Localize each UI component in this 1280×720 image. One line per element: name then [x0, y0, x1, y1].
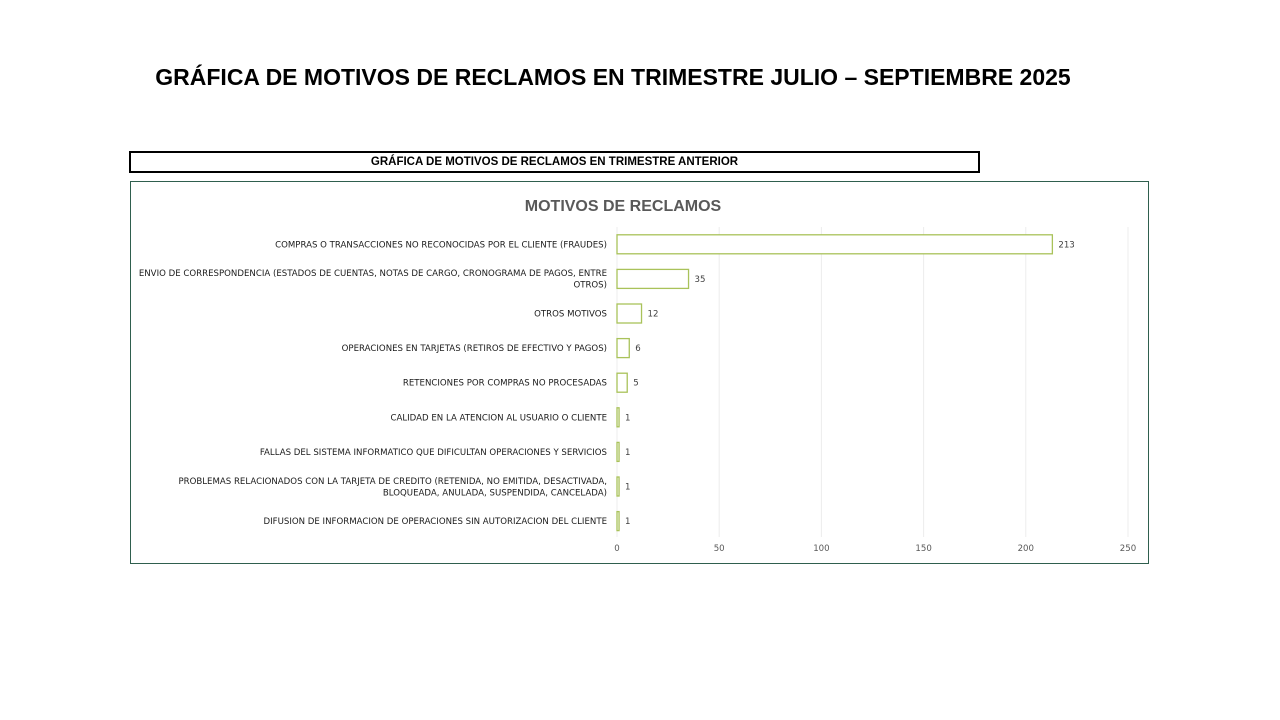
data-label: 35 — [694, 274, 706, 285]
category-label: PROBLEMAS RELACIONADOS CON LA TARJETA DE CREDITO (RETENIDA, NO EMITIDA, DESACTIVADA, BLOQUEADA, ANULADA, SUSPENDIDA, CANCELADA) — [178, 476, 607, 499]
bar — [617, 512, 619, 531]
data-label: 6 — [635, 344, 641, 355]
data-label: 12 — [647, 309, 659, 320]
bar — [617, 304, 642, 323]
data-label: 1 — [625, 447, 631, 458]
category-label: CALIDAD EN LA ATENCION AL USUARIO O CLIENTE — [390, 413, 607, 424]
bars — [617, 235, 1052, 531]
slide-title: GRÁFICA DE MOTIVOS DE RECLAMOS EN TRIMESTRE JULIO – SEPTIEMBRE 2025 — [155, 64, 1071, 90]
category-label: ENVIO DE CORRESPONDENCIA (ESTADOS DE CUENTAS, NOTAS DE CARGO, CRONOGRAMA DE PAGOS, ENTRE OTROS) — [138, 269, 607, 291]
data-label: 1 — [625, 413, 631, 424]
bar — [617, 442, 619, 461]
data-label: 213 — [1058, 240, 1075, 251]
previous-quarter-caption: GRÁFICA DE MOTIVOS DE RECLAMOS EN TRIMESTRE ANTERIOR — [129, 151, 980, 173]
x-axis-ticks — [614, 544, 1136, 554]
category-label: FALLAS DEL SISTEMA INFORMATICO QUE DIFICULTAN OPERACIONES Y SERVICIOS — [259, 447, 607, 458]
category-label: COMPRAS O TRANSACCIONES NO RECONOCIDAS POR EL CLIENTE (FRAUDES) — [275, 240, 607, 251]
x-tick-label: 50 — [713, 544, 725, 554]
bar-chart — [131, 182, 1148, 563]
x-tick-label: 250 — [1119, 544, 1137, 554]
chart-frame — [130, 181, 1149, 564]
bar — [617, 269, 689, 288]
bar — [617, 477, 619, 496]
category-label: RETENCIONES POR COMPRAS NO PROCESADAS — [402, 378, 607, 389]
x-tick-label: 200 — [1017, 544, 1035, 554]
bar — [617, 235, 1052, 254]
x-tick-label: 0 — [614, 544, 620, 554]
bar — [617, 373, 627, 392]
bar — [617, 408, 619, 427]
data-label: 1 — [625, 482, 631, 493]
data-label: 5 — [633, 378, 639, 389]
data-label: 1 — [625, 517, 631, 528]
chart-title: MOTIVOS DE RECLAMOS — [524, 198, 722, 215]
x-tick-label: 150 — [915, 544, 932, 554]
category-labels — [139, 240, 607, 527]
category-label: OPERACIONES EN TARJETAS (RETIROS DE EFECTIVO Y PAGOS) — [341, 344, 607, 355]
category-label: OTROS MOTIVOS — [534, 309, 607, 320]
data-labels — [625, 240, 1075, 527]
gridlines — [617, 227, 1128, 537]
category-label: DIFUSION DE INFORMACION DE OPERACIONES SIN AUTORIZACION DEL CLIENTE — [263, 517, 607, 528]
x-tick-label: 100 — [813, 544, 830, 554]
bar — [617, 339, 629, 358]
